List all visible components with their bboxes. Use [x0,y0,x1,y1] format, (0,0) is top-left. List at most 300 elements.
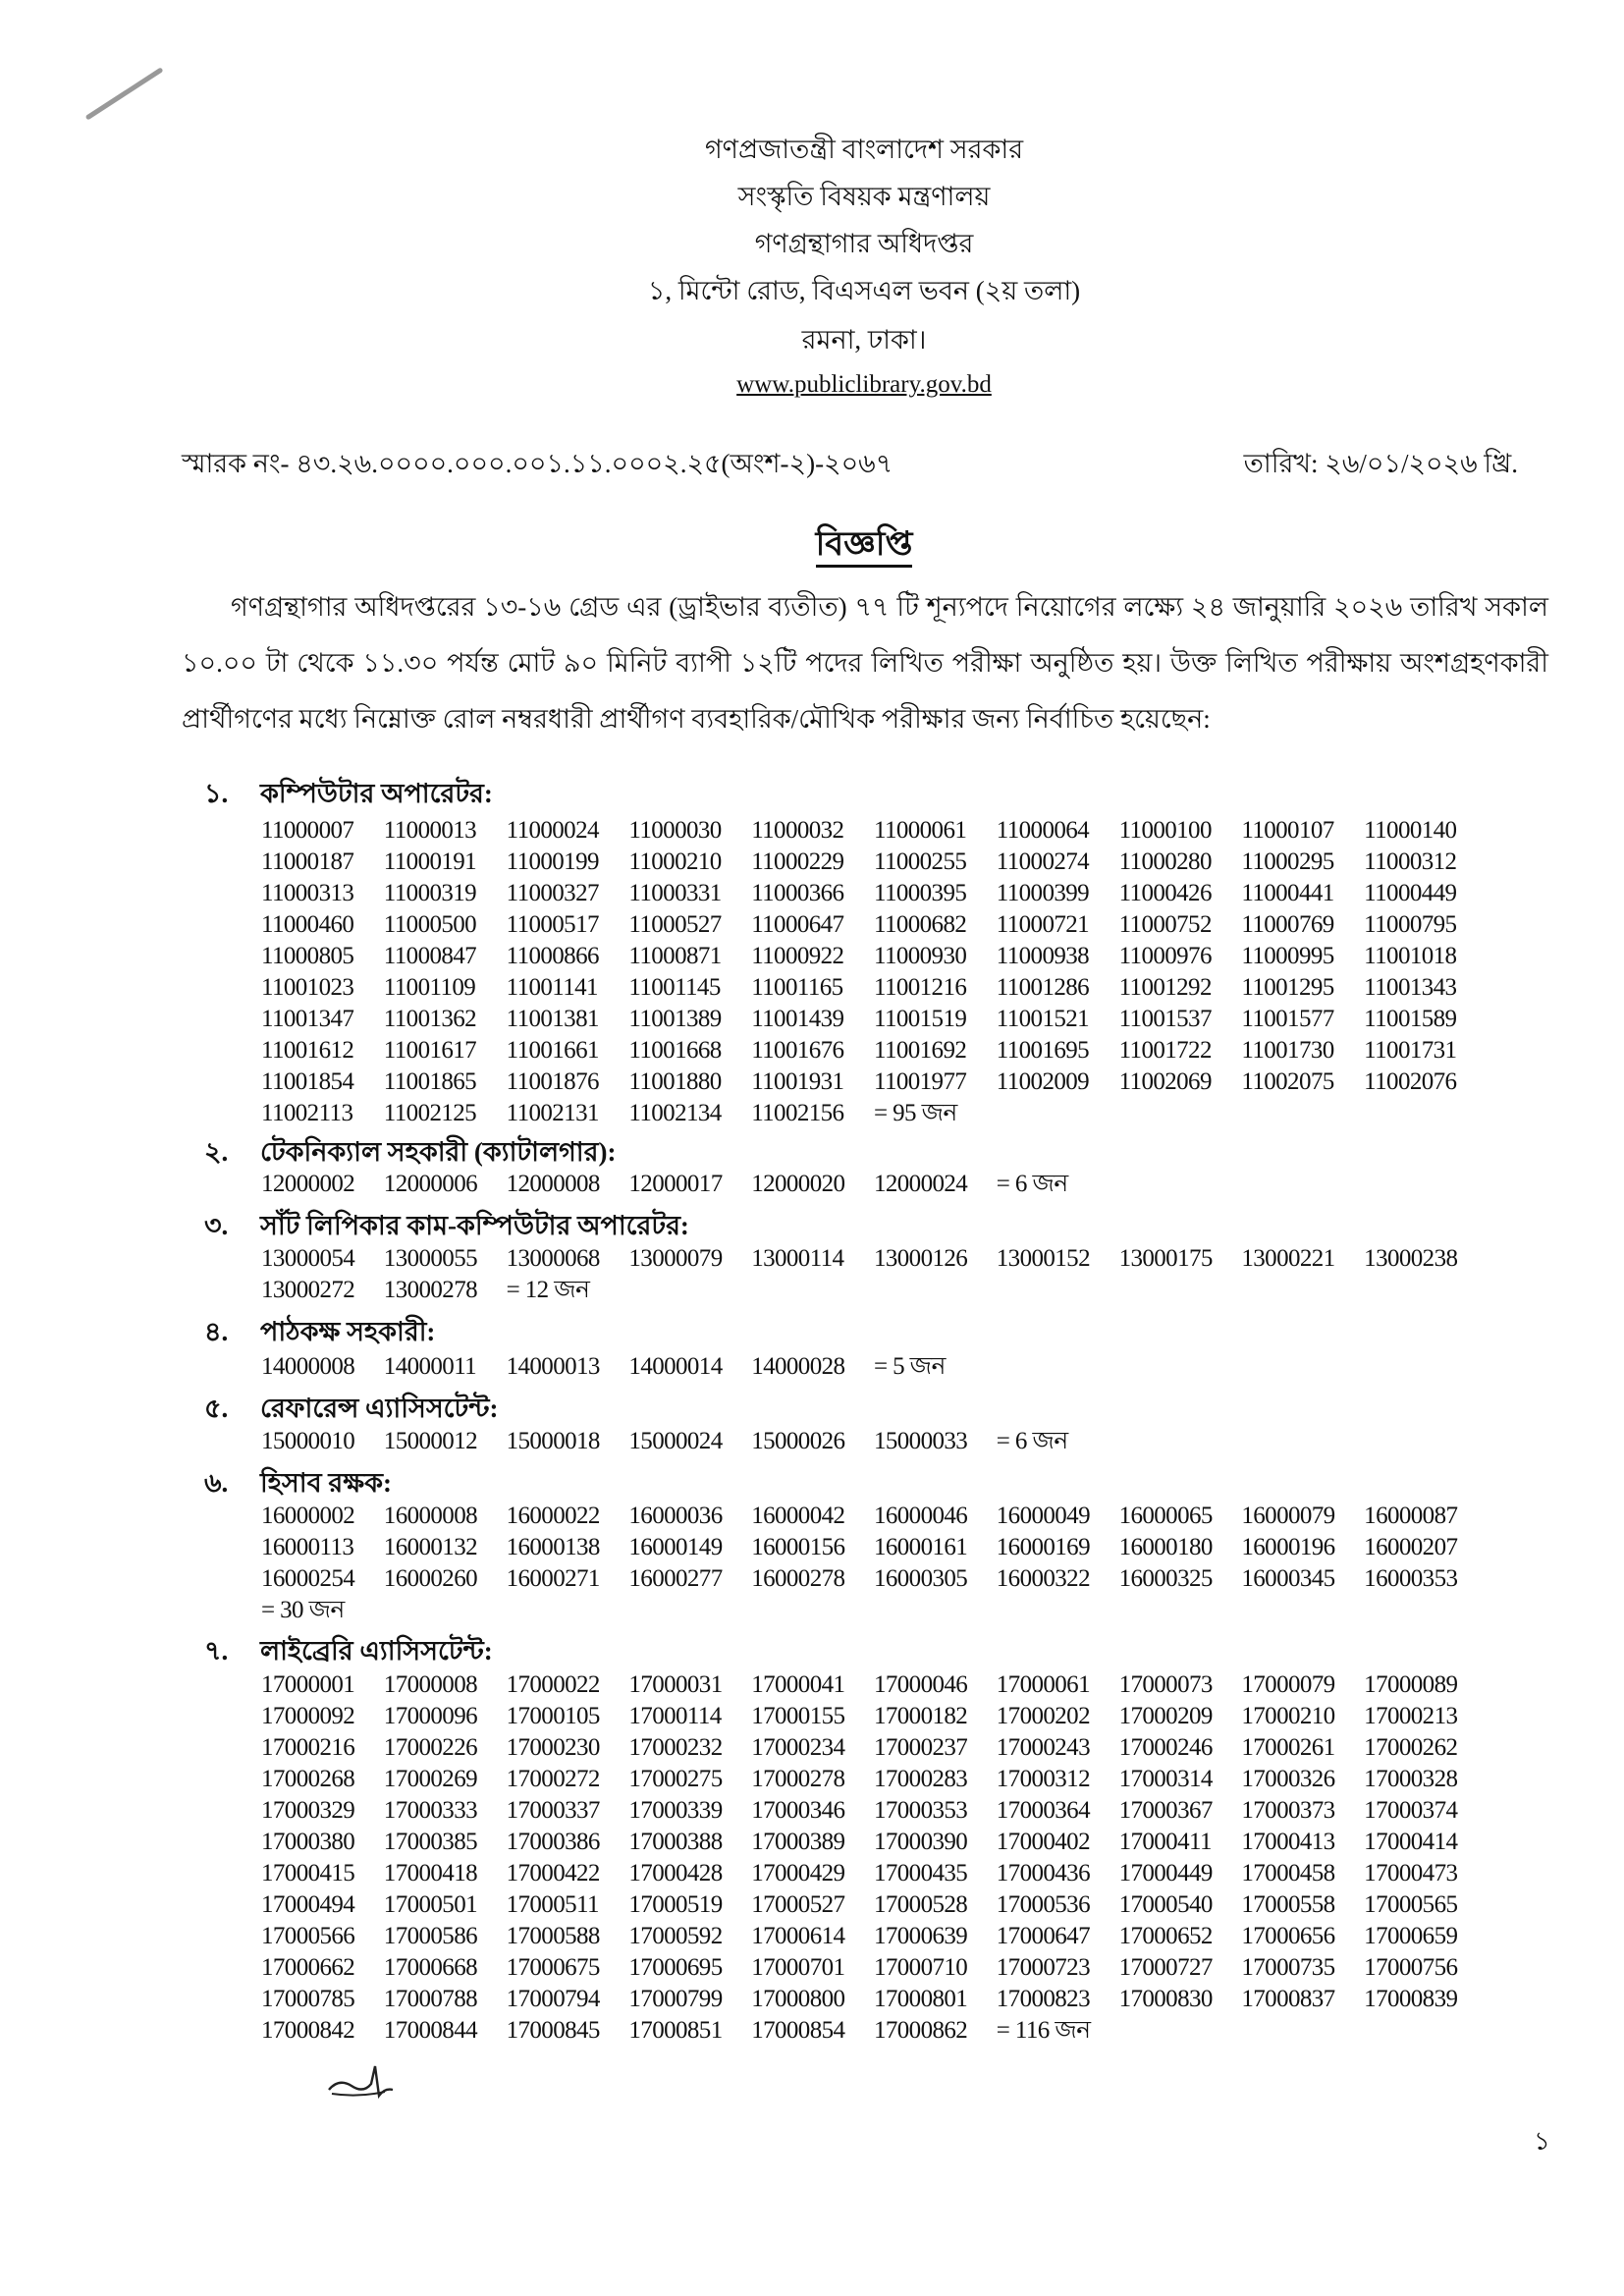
roll-number: 16000345 [1241,1565,1335,1592]
roll-number: 17000243 [996,1734,1090,1761]
roll-number: 16000046 [873,1503,968,1529]
roll-number: 15000033 [873,1428,968,1454]
roll-number: 16000161 [873,1534,968,1560]
roll-number: 17000333 [383,1797,477,1824]
roll-number: 12000017 [628,1171,723,1197]
roll-number: 17000092 [261,1703,355,1729]
roll-number: 17000844 [383,2017,477,2044]
header-website-link[interactable]: www.publiclibrary.gov.bd [736,371,992,398]
roll-number: 11000721 [996,911,1090,938]
roll-number: 11000795 [1364,911,1457,938]
roll-number: 11002156 [751,1100,844,1126]
roll-number: 16000156 [751,1534,845,1560]
section-heading [204,1312,435,1356]
roll-number: 17000326 [1241,1766,1335,1792]
roll-number: 17000519 [628,1891,723,1918]
roll-number: 15000026 [751,1428,845,1454]
roll-number: 16000065 [1118,1503,1213,1529]
roll-number: 11001661 [506,1037,599,1064]
roll-number: 11000191 [383,848,477,875]
roll-number: 17000565 [1364,1891,1458,1918]
roll-number: 11000847 [383,943,477,969]
roll-number: 17000374 [1364,1797,1458,1824]
roll-number: 14000014 [628,1353,723,1380]
roll-number: 17000089 [1364,1671,1458,1698]
roll-number: 11002076 [1364,1068,1457,1095]
roll-number: 17000073 [1118,1671,1213,1698]
roll-number: 13000272 [261,1277,355,1303]
roll-number: 11002134 [628,1100,722,1126]
notice-title [0,519,1624,574]
roll-number: 17000823 [996,1986,1090,2012]
roll-number: 11000013 [383,817,477,844]
roll-number: 17000386 [506,1829,600,1855]
roll-number: 11000061 [873,817,967,844]
roll-number: 11001730 [1241,1037,1334,1064]
section-total: = 30 জন [261,1597,345,1623]
roll-number: 17000662 [261,1954,355,1981]
roll-number: 16000353 [1364,1565,1458,1592]
roll-number: 11000140 [1364,817,1457,844]
roll-number: 13000055 [383,1245,477,1272]
roll-number: 17000799 [628,1986,723,2012]
roll-number-list [261,1426,1528,1457]
roll-number: 17000586 [383,1923,477,1949]
header-department: গণগ্রন্থাগার অধিদপ্তর [754,229,974,258]
roll-number: 13000278 [383,1277,477,1303]
roll-number: 17000283 [873,1766,968,1792]
section-title: টেকনিক্যাল সহকারী (ক্যাটালগার): [260,1137,617,1167]
roll-number: 13000152 [996,1245,1090,1272]
roll-number: 11001286 [996,974,1090,1001]
roll-number: 11001216 [873,974,967,1001]
roll-number: 11001109 [383,974,476,1001]
roll-number: 17000659 [1364,1923,1458,1949]
roll-number: 16000305 [873,1565,968,1592]
roll-number: 17000862 [873,2017,968,2044]
roll-number: 17000411 [1118,1829,1212,1855]
roll-number: 11000274 [996,848,1090,875]
roll-number: 11001977 [873,1068,967,1095]
roll-number: 17000389 [751,1829,845,1855]
roll-number: 17000845 [506,2017,600,2044]
roll-number: 16000260 [383,1565,477,1592]
pen-mark [85,67,164,120]
roll-number: 17000588 [506,1923,600,1949]
roll-number: 11000331 [628,880,722,906]
roll-number: 17000314 [1118,1766,1213,1792]
roll-number: 11000517 [506,911,599,938]
roll-number: 17000061 [996,1671,1090,1698]
roll-number: 11000199 [506,848,599,875]
roll-number: 11000976 [1118,943,1212,969]
section-total: = 116 জন [996,2017,1091,2044]
roll-number: 17000415 [261,1860,355,1886]
roll-number: 17000710 [873,1954,968,1981]
notice-paragraph: গণগ্রন্থাগার অধিদপ্তরের ১৩-১৬ গ্রেড এর (ড্রাইভার ব্যতীত) ৭৭ টি শূন্যপদে নিয়োগের লক্ষ্যে ২৪ জানুয়ারি ২০২৬ তারিখ সকাল ১০.০০ টা থেকে ১১.৩০ পর্যন্ত মোট ৯০ মিনিট ব্যাপী ১২টি পদের লিখিত পরীক্ষা অনুষ্ঠিত হয়। উক্ত লিখিত পরীক্ষায় অংশগ্রহণকারী প্রার্থীগণের মধ্যে নিম্নোক্ত রোল নম্বরধারী প্রার্থীগণ ব্যবহারিক/মৌখিক পরীক্ষার জন্য নির্বাচিত হয়েছেন: [182,592,1548,734]
roll-number: 17000536 [996,1891,1090,1918]
roll-number: 14000013 [506,1353,600,1380]
roll-number: 17000339 [628,1797,723,1824]
roll-number: 11002131 [506,1100,599,1126]
roll-number: 17000418 [383,1860,477,1886]
section-heading [204,774,493,818]
roll-number: 17000234 [751,1734,845,1761]
header-ministry: সংস্কৃতি বিষয়ক মন্ত্রণালয় [737,182,991,211]
roll-number: 17000422 [506,1860,600,1886]
roll-number: 17000652 [1118,1923,1213,1949]
section-number: ৩. [204,1211,229,1240]
roll-number: 17000449 [1118,1860,1213,1886]
page-number: ১ [1534,2127,1550,2156]
roll-number: 11000805 [261,943,354,969]
roll-number: 17000096 [383,1703,477,1729]
roll-number: 17000041 [751,1671,845,1698]
roll-number: 11001854 [261,1068,354,1095]
roll-number: 11000210 [628,848,722,875]
roll-number: 16000169 [996,1534,1090,1560]
roll-number: 11001343 [1364,974,1457,1001]
roll-number: 12000006 [383,1171,477,1197]
roll-number: 17000364 [996,1797,1090,1824]
roll-number: 11000032 [751,817,844,844]
roll-number: 17000182 [873,1703,968,1729]
roll-number: 17000436 [996,1860,1090,1886]
roll-number: 17000527 [751,1891,845,1918]
roll-number: 17000501 [383,1891,477,1918]
roll-number: 16000036 [628,1503,723,1529]
section-title: রেফারেন্স এ্যাসিসটেন্ট: [260,1394,499,1423]
roll-number: 11001381 [506,1006,599,1032]
roll-number: 11000930 [873,943,967,969]
roll-number: 11001865 [383,1068,477,1095]
roll-number: 17000008 [383,1671,477,1698]
header-city: রমনা, ঢাকা। [801,325,927,355]
roll-number: 16000022 [506,1503,600,1529]
notice-title-text: বিজ্ঞপ্তি [816,526,913,568]
roll-number: 17000210 [1241,1703,1335,1729]
roll-number: 16000325 [1118,1565,1213,1592]
roll-number: 13000221 [1241,1245,1335,1272]
roll-number: 16000079 [1241,1503,1335,1529]
roll-number: 17000830 [1118,1986,1213,2012]
roll-number: 17000275 [628,1766,723,1792]
signature [324,2060,398,2105]
roll-number: 16000277 [628,1565,723,1592]
roll-number: 11001589 [1364,1006,1457,1032]
roll-number: 17000614 [751,1923,845,1949]
roll-number: 17000785 [261,1986,355,2012]
roll-number: 15000010 [261,1428,355,1454]
roll-number: 17000839 [1364,1986,1458,2012]
roll-number: 17000854 [751,2017,845,2044]
roll-number: 17000800 [751,1986,845,2012]
roll-number-list [261,1501,1528,1626]
roll-number-list [261,1669,1528,2047]
section-title: লাইব্রেরি এ্যাসিসটেন্ট: [260,1636,493,1666]
roll-number: 17000328 [1364,1766,1458,1792]
roll-number: 11000024 [506,817,599,844]
roll-number: 11001880 [628,1068,722,1095]
roll-number: 17000701 [751,1954,845,1981]
roll-number: 16000149 [628,1534,723,1560]
roll-number: 16000042 [751,1503,845,1529]
roll-number: 11001577 [1241,1006,1334,1032]
roll-number: 17000272 [506,1766,600,1792]
roll-number: 16000087 [1364,1503,1458,1529]
roll-number: 17000528 [873,1891,968,1918]
roll-number: 17000367 [1118,1797,1213,1824]
roll-number: 17000105 [506,1703,600,1729]
roll-number: 11000527 [628,911,722,938]
roll-number: 17000801 [873,1986,968,2012]
roll-number: 11001389 [628,1006,722,1032]
roll-number: 17000668 [383,1954,477,1981]
roll-number: 16000002 [261,1503,355,1529]
section-number: ৬. [204,1468,229,1498]
roll-number: 17000413 [1241,1829,1335,1855]
roll-number: 17000278 [751,1766,845,1792]
roll-number: 16000049 [996,1503,1090,1529]
section-title: সাঁট লিপিকার কাম-কম্পিউটার অপারেটর: [260,1211,689,1240]
roll-number: 11001018 [1364,943,1457,969]
section-title: হিসাব রক্ষক: [260,1468,392,1498]
roll-number: 11000064 [996,817,1090,844]
roll-number: 17000727 [1118,1954,1213,1981]
section-title: কম্পিউটার অপারেটর: [260,779,493,808]
roll-number: 17000337 [506,1797,600,1824]
roll-number: 17000794 [506,1986,600,2012]
roll-number: 11000922 [751,943,844,969]
roll-number: 16000138 [506,1534,600,1560]
roll-number: 17000647 [996,1923,1090,1949]
roll-number: 17000511 [506,1891,599,1918]
roll-number: 17000031 [628,1671,723,1698]
roll-number: 17000237 [873,1734,968,1761]
roll-number: 17000114 [628,1703,722,1729]
roll-number: 11001347 [261,1006,354,1032]
roll-number: 17000216 [261,1734,355,1761]
roll-number: 17000566 [261,1923,355,1949]
roll-number: 14000008 [261,1353,355,1380]
roll-number: 11000395 [873,880,967,906]
roll-number: 11000107 [1241,817,1334,844]
section-total: = 12 জন [506,1277,590,1303]
roll-number: 11002075 [1241,1068,1334,1095]
roll-number: 13000068 [506,1245,600,1272]
roll-number: 11002113 [261,1100,353,1126]
roll-number: 11001931 [751,1068,844,1095]
roll-number: 17000558 [1241,1891,1335,1918]
roll-number: 16000207 [1364,1534,1458,1560]
roll-number: 17000656 [1241,1923,1335,1949]
roll-number: 17000079 [1241,1671,1335,1698]
roll-number: 11000995 [1241,943,1334,969]
roll-number: 11001731 [1364,1037,1457,1064]
roll-number: 11000647 [751,911,844,938]
roll-number: 16000271 [506,1565,600,1592]
roll-number: 11001292 [1118,974,1212,1001]
roll-number: 17000213 [1364,1703,1458,1729]
roll-number: 11001521 [996,1006,1090,1032]
roll-number: 17000329 [261,1797,355,1824]
roll-number: 15000024 [628,1428,723,1454]
roll-number: 17000373 [1241,1797,1335,1824]
roll-number: 17000756 [1364,1954,1458,1981]
roll-number: 11000938 [996,943,1090,969]
roll-number: 13000238 [1364,1245,1458,1272]
roll-number: 17000209 [1118,1703,1213,1729]
roll-number: 11000460 [261,911,354,938]
roll-number: 11000229 [751,848,844,875]
roll-number: 11001537 [1118,1006,1212,1032]
roll-number: 16000322 [996,1565,1090,1592]
roll-number: 17000675 [506,1954,600,1981]
roll-number: 17000592 [628,1923,723,1949]
roll-number: 12000024 [873,1171,968,1197]
roll-number: 17000695 [628,1954,723,1981]
section-total: = 5 জন [873,1353,946,1380]
roll-number: 11001617 [383,1037,477,1064]
roll-number: 16000196 [1241,1534,1335,1560]
section-number: ৫. [204,1394,229,1423]
roll-number: 11001023 [261,974,354,1001]
roll-number-list [261,1169,1528,1200]
roll-number: 17000380 [261,1829,355,1855]
roll-number: 16000113 [261,1534,354,1560]
roll-number: 11000441 [1241,880,1334,906]
roll-number: 17000230 [506,1734,600,1761]
issue-date: তারিখ: ২৬/০১/২০২৬ খ্রি. [1243,449,1518,478]
header-address: ১, মিন্টো রোড, বিএসএল ভবন (২য় তলা) [647,276,1081,305]
roll-number: 11000319 [383,880,477,906]
roll-number: 17000232 [628,1734,723,1761]
roll-number: 11002125 [383,1100,477,1126]
roll-number: 17000639 [873,1923,968,1949]
roll-number: 13000114 [751,1245,844,1272]
roll-number: 17000226 [383,1734,477,1761]
roll-number: 17000851 [628,2017,723,2044]
roll-number: 11000255 [873,848,967,875]
section-number: ৪. [204,1317,229,1346]
roll-number: 11000752 [1118,911,1212,938]
roll-number: 13000175 [1118,1245,1213,1272]
section-number: ৭. [204,1636,229,1666]
roll-number: 17000269 [383,1766,477,1792]
roll-number: 11000682 [873,911,967,938]
roll-number: 11000871 [628,943,722,969]
roll-number: 17000202 [996,1703,1090,1729]
roll-number: 11000327 [506,880,599,906]
roll-number: 11001676 [751,1037,844,1064]
roll-number: 11000295 [1241,848,1334,875]
roll-number: 17000435 [873,1860,968,1886]
roll-number: 11001141 [506,974,598,1001]
section-title: পাঠকক্ষ সহকারী: [260,1317,436,1346]
roll-number: 17000842 [261,2017,355,2044]
roll-number: 17000385 [383,1829,477,1855]
roll-number: 17000312 [996,1766,1090,1792]
roll-number: 16000254 [261,1565,355,1592]
roll-number: 16000180 [1118,1534,1213,1560]
roll-number-list [261,815,1528,1129]
roll-number: 14000011 [383,1353,477,1380]
roll-number: 11001145 [628,974,721,1001]
roll-number: 17000246 [1118,1734,1213,1761]
roll-number: 11000866 [506,943,599,969]
roll-number: 11001519 [873,1006,967,1032]
roll-number: 17000788 [383,1986,477,2012]
roll-number: 17000353 [873,1797,968,1824]
roll-number: 15000018 [506,1428,600,1454]
roll-number: 11000312 [1364,848,1457,875]
roll-number: 11000449 [1364,880,1457,906]
roll-number: 11001362 [383,1006,477,1032]
roll-number-list [261,1351,1528,1383]
roll-number: 17000388 [628,1829,723,1855]
roll-number: 11000399 [996,880,1090,906]
roll-number: 16000008 [383,1503,477,1529]
roll-number: 11001668 [628,1037,722,1064]
roll-number: 17000494 [261,1891,355,1918]
roll-number: 17000001 [261,1671,355,1698]
roll-number: 16000278 [751,1565,845,1592]
roll-number: 13000054 [261,1245,355,1272]
roll-number: 17000735 [1241,1954,1335,1981]
section-number: ১. [204,779,229,808]
roll-number: 17000262 [1364,1734,1458,1761]
roll-number: 11000030 [628,817,722,844]
roll-number: 12000002 [261,1171,355,1197]
roll-number: 11001165 [751,974,843,1001]
roll-number: 17000261 [1241,1734,1335,1761]
roll-number: 11000426 [1118,880,1212,906]
roll-number: 11000500 [383,911,477,938]
roll-number: 17000390 [873,1829,968,1855]
roll-number: 17000268 [261,1766,355,1792]
roll-number: 14000028 [751,1353,845,1380]
roll-number: 17000155 [751,1703,845,1729]
roll-number: 12000020 [751,1171,845,1197]
roll-number: 17000046 [873,1671,968,1698]
roll-number: 17000402 [996,1829,1090,1855]
roll-number: 13000126 [873,1245,968,1272]
roll-number: 17000837 [1241,1986,1335,2012]
roll-number-list [261,1243,1528,1306]
roll-number: 17000022 [506,1671,600,1698]
roll-number: 11002069 [1118,1068,1212,1095]
roll-number: 11001295 [1241,974,1334,1001]
roll-number: 11000366 [751,880,844,906]
section-total: = 6 জন [996,1428,1068,1454]
roll-number: 11001722 [1118,1037,1212,1064]
roll-number: 11000100 [1118,817,1212,844]
roll-number: 11000313 [261,880,354,906]
roll-number: 17000429 [751,1860,845,1886]
roll-number: 17000428 [628,1860,723,1886]
roll-number: 11001612 [261,1037,354,1064]
roll-number: 16000132 [383,1534,477,1560]
section-total: = 6 জন [996,1171,1068,1197]
roll-number: 11001692 [873,1037,967,1064]
roll-number: 15000012 [383,1428,477,1454]
section-total: = 95 জন [873,1100,957,1126]
roll-number: 17000473 [1364,1860,1458,1886]
roll-number: 17000458 [1241,1860,1335,1886]
roll-number: 11001439 [751,1006,844,1032]
roll-number: 12000008 [506,1171,600,1197]
roll-number: 11000007 [261,817,354,844]
